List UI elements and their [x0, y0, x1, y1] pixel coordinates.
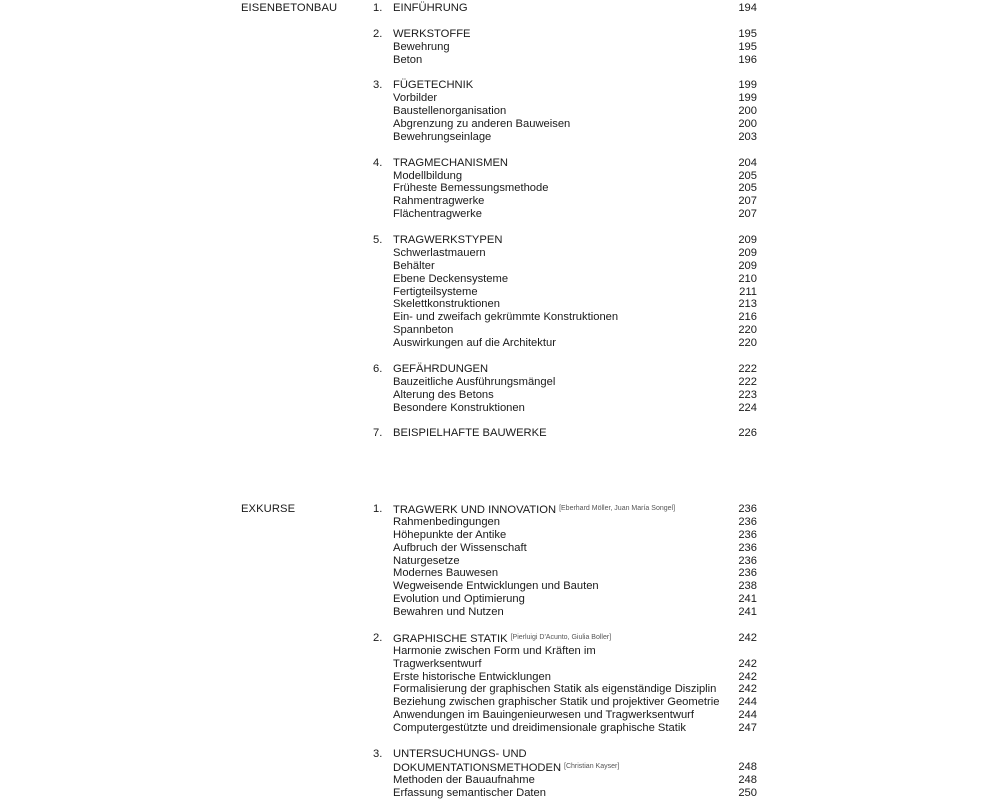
entry-text: Erfassung semantischer Daten [393, 786, 546, 799]
chapter-heading-line [0, 632, 1000, 645]
page-number: 236 [738, 515, 757, 528]
subentry-line [0, 606, 1000, 619]
subentry-title [393, 529, 506, 542]
page-number: 220 [738, 324, 757, 337]
subentry-line [0, 580, 1000, 593]
subentry-line [0, 208, 1000, 221]
page-number: 194 [738, 2, 757, 14]
chapter-number: 4. [373, 156, 383, 169]
subentry-line [0, 131, 1000, 144]
subentry-title [393, 182, 548, 195]
entry-text: Anwendungen im Bauingenieurwesen und Tragwerksentwurf [393, 709, 695, 722]
page-number: 226 [738, 427, 757, 440]
page-number: 242 [738, 657, 757, 670]
toc-chapter [0, 2, 1000, 15]
entry-text: Früheste Bemessungsmethode [393, 182, 549, 195]
subentry-title [393, 118, 570, 131]
toc-chapter [0, 748, 1000, 800]
page-number: 209 [738, 259, 757, 272]
chapter-title [393, 2, 468, 15]
entry-text: Aufbruch der Wissenschaft [393, 541, 527, 554]
page-number: 242 [738, 670, 757, 683]
subentry-line [0, 389, 1000, 402]
subentry-line [0, 105, 1000, 118]
page-number: 236 [738, 528, 757, 541]
entry-text: GRAPHISCHE STATIK [393, 632, 508, 645]
chapter-heading-line [0, 427, 1000, 440]
chapter-heading-line [0, 79, 1000, 92]
entry-text: Ein- und zweifach gekrümmte Konstruktionen [393, 311, 619, 324]
subentry-line [0, 722, 1000, 735]
subentry-line [0, 324, 1000, 337]
entry-text: EINFÜHRUNG [393, 2, 468, 14]
subentry-title [393, 324, 453, 337]
chapter-list [0, 503, 1000, 812]
subentry-title [393, 195, 484, 208]
page-number: 238 [738, 580, 757, 593]
chapter-number: 3. [373, 79, 383, 92]
subentry-title [393, 260, 435, 273]
section-title: EXKURSE [241, 503, 296, 515]
subentry-title [393, 286, 478, 299]
subentry-title [393, 92, 437, 105]
entry-text: WERKSTOFFE [393, 27, 471, 40]
subentry-title [393, 208, 482, 221]
subentry-line [0, 709, 1000, 722]
page-number: 220 [738, 337, 757, 350]
subentry-line [0, 182, 1000, 195]
toc-chapter [0, 79, 1000, 143]
chapter-number: 1. [373, 2, 383, 14]
entry-text: DOKUMENTATIONSMETHODEN [393, 761, 562, 774]
page-number: 247 [738, 722, 757, 735]
subentry-title [393, 683, 716, 696]
subentry-title [393, 580, 599, 593]
subentry-line [0, 555, 1000, 568]
entry-text: Harmonie zwischen Form und Kräften im [393, 644, 596, 657]
subentry-line [0, 761, 1000, 774]
page-number: 242 [738, 631, 757, 644]
subentry-title [393, 722, 686, 735]
subentry-line [0, 593, 1000, 606]
entry-text: Baustellenorganisation [393, 105, 507, 118]
subentry-line [0, 774, 1000, 787]
chapter-heading-line [0, 748, 1000, 761]
subentry-line [0, 376, 1000, 389]
toc-chapter [0, 157, 1000, 221]
chapter-title [393, 79, 473, 92]
entry-text: Abgrenzung zu anderen Bauweisen [393, 118, 571, 131]
page-number: 236 [738, 541, 757, 554]
subentry-title [393, 41, 450, 54]
page-number: 244 [738, 696, 757, 709]
subentry-title [393, 567, 498, 580]
chapter-number: 6. [373, 362, 383, 375]
chapter-heading-line [0, 2, 1000, 15]
page-number: 236 [738, 554, 757, 567]
chapter-title [393, 28, 471, 41]
subentry-title [393, 774, 535, 787]
chapter-title [393, 363, 488, 376]
entry-text: Erste historische Entwicklungen [393, 670, 551, 683]
chapter-title [393, 503, 675, 517]
page-number: 224 [738, 401, 757, 414]
chapter-number: 2. [373, 631, 383, 644]
entry-text: Evolution und Optimierung [393, 593, 525, 606]
page-number: 250 [738, 786, 757, 799]
subentry-line [0, 516, 1000, 529]
entry-text: BEISPIELHAFTE BAUWERKE [393, 427, 547, 440]
page-number: 248 [738, 760, 757, 773]
chapter-number: 1. [373, 503, 383, 515]
page-number: 248 [738, 773, 757, 786]
chapter-list [0, 2, 1000, 453]
subentry-title [393, 247, 486, 260]
entry-text: Fertigteilsysteme [393, 285, 478, 298]
subentry-line [0, 671, 1000, 684]
entry-text: FÜGETECHNIK [393, 79, 474, 92]
subentry-line [0, 787, 1000, 800]
entry-text: Schwerlastmauern [393, 246, 486, 259]
entry-text: Spannbeton [393, 324, 454, 337]
page-number: 205 [738, 169, 757, 182]
toc-chapter [0, 632, 1000, 735]
chapter-heading-line [0, 363, 1000, 376]
entry-text: Alterung des Betons [393, 388, 494, 401]
subentry-line [0, 286, 1000, 299]
page-number: 241 [738, 593, 757, 606]
toc-chapter [0, 234, 1000, 350]
entry-text: Naturgesetze [393, 554, 460, 567]
subentry-title [393, 658, 482, 671]
chapter-authors: [Pierluigi D'Acunto, Giulia Boller] [510, 633, 612, 641]
chapter-number: 7. [373, 427, 383, 440]
chapter-heading-line [0, 28, 1000, 41]
page-number: 236 [738, 503, 757, 515]
entry-text: Bauzeitliche Ausführungsmängel [393, 375, 556, 388]
subentry-title [393, 516, 500, 529]
page-number: 244 [738, 709, 757, 722]
chapter-heading-line [0, 157, 1000, 170]
subentry-title [393, 787, 546, 800]
entry-text: Tragwerksentwurf [393, 657, 482, 670]
subentry-line [0, 529, 1000, 542]
page-number: 200 [738, 118, 757, 131]
page-number: 205 [738, 182, 757, 195]
page-number: 203 [738, 130, 757, 143]
entry-text: TRAGWERK UND INNOVATION [393, 504, 557, 516]
subentry-line [0, 311, 1000, 324]
page-number: 210 [738, 272, 757, 285]
subentry-line [0, 92, 1000, 105]
page-number: 195 [738, 40, 757, 53]
chapter-title [393, 157, 508, 170]
subentry-title [393, 389, 494, 402]
entry-text: GEFÄHRDUNGEN [393, 362, 489, 375]
page-number: 223 [738, 388, 757, 401]
page-number: 242 [738, 683, 757, 696]
subentry-title [393, 606, 504, 619]
page-number: 196 [738, 53, 757, 66]
chapter-title [393, 748, 527, 761]
page-number: 209 [738, 246, 757, 259]
entry-text: Rahmentragwerke [393, 195, 485, 208]
toc-chapter [0, 28, 1000, 67]
subentry-line [0, 542, 1000, 555]
entry-text: Vorbilder [393, 92, 438, 105]
chapter-number: 5. [373, 234, 383, 247]
subentry-title [393, 131, 491, 144]
entry-text: Bewehrungseinlage [393, 130, 492, 143]
chapter-number: 3. [373, 747, 383, 760]
subentry-title [393, 645, 596, 658]
subentry-title [393, 376, 555, 389]
entry-text: Flächentragwerke [393, 208, 482, 221]
entry-text: Beziehung zwischen graphischer Statik und projektiver Geometrie [393, 696, 720, 709]
entry-text: Höhepunkte der Antike [393, 528, 507, 541]
toc-chapter [0, 503, 1000, 619]
entry-text: Besondere Konstruktionen [393, 401, 525, 414]
subentry-title [393, 542, 527, 555]
page-number: 209 [738, 234, 757, 247]
entry-text: Ebene Deckensysteme [393, 272, 509, 285]
page-number: 207 [738, 208, 757, 221]
entry-text: Behälter [393, 259, 435, 272]
subentry-line [0, 273, 1000, 286]
entry-text: Wegweisende Entwicklungen und Bauten [393, 580, 599, 593]
chapter-title [393, 427, 547, 440]
page-number: 199 [738, 92, 757, 105]
entry-text: Modernes Bauwesen [393, 567, 499, 580]
entry-text: Rahmenbedingungen [393, 515, 500, 528]
subentry-title [393, 105, 506, 118]
subentry-title [393, 593, 525, 606]
entry-text: Bewahren und Nutzen [393, 606, 504, 619]
chapter-number: 2. [373, 27, 383, 40]
subentry-title [393, 298, 500, 311]
subentry-line [0, 247, 1000, 260]
subentry-title [393, 273, 508, 286]
entry-text: Modellbildung [393, 169, 463, 182]
entry-text: UNTERSUCHUNGS- UND [393, 747, 527, 760]
subentry-line [0, 645, 1000, 658]
subentry-line [0, 298, 1000, 311]
subentry-line [0, 683, 1000, 696]
chapter-title [393, 632, 611, 646]
subentry-line [0, 195, 1000, 208]
entry-text: TRAGMECHANISMEN [393, 156, 508, 169]
subentry-line [0, 337, 1000, 350]
subentry-title [393, 761, 619, 775]
subentry-line [0, 567, 1000, 580]
chapter-title [393, 234, 502, 247]
subentry-line [0, 696, 1000, 709]
page-number: 241 [738, 606, 757, 619]
subentry-title [393, 709, 694, 722]
page-number: 222 [738, 362, 757, 375]
entry-text: Methoden der Bauaufnahme [393, 773, 535, 786]
chapter-authors: [Christian Kayser] [564, 762, 620, 770]
chapter-heading-line [0, 234, 1000, 247]
subentry-title [393, 671, 551, 684]
page-number: 236 [738, 567, 757, 580]
subentry-title [393, 54, 422, 67]
page-number: 213 [738, 298, 757, 311]
chapter-authors: [Eberhard Möller, Juan María Songel] [559, 505, 676, 512]
page-number: 199 [738, 79, 757, 92]
subentry-title [393, 337, 556, 350]
subentry-line [0, 658, 1000, 671]
entry-text: Computergestützte und dreidimensionale graphische Statik [393, 722, 686, 735]
subentry-line [0, 402, 1000, 415]
subentry-title [393, 170, 462, 183]
entry-text: Bewehrung [393, 40, 450, 53]
subentry-line [0, 118, 1000, 131]
entry-text: Beton [393, 53, 423, 66]
subentry-title [393, 555, 460, 568]
entry-text: Skelettkonstruktionen [393, 298, 500, 311]
chapter-heading-line [0, 503, 1000, 516]
page-number: 195 [738, 27, 757, 40]
subentry-title [393, 402, 525, 415]
entry-text: Auswirkungen auf die Architektur [393, 337, 556, 350]
toc-chapter [0, 363, 1000, 415]
subentry-title [393, 696, 719, 709]
page-number: 200 [738, 105, 757, 118]
page-number: 216 [738, 311, 757, 324]
page-number: 222 [738, 375, 757, 388]
toc-chapter [0, 427, 1000, 440]
subentry-line [0, 170, 1000, 183]
subentry-line [0, 260, 1000, 273]
entry-text: TRAGWERKSTYPEN [393, 234, 503, 247]
subentry-title [393, 311, 618, 324]
page-number: 211 [739, 285, 757, 298]
section-title: EISENBETONBAU [241, 2, 338, 14]
entry-text: Formalisierung der graphischen Statik als eigenständige Disziplin [393, 683, 717, 696]
page-number: 204 [738, 156, 757, 169]
subentry-line [0, 41, 1000, 54]
page-number: 207 [738, 195, 757, 208]
subentry-line [0, 54, 1000, 67]
